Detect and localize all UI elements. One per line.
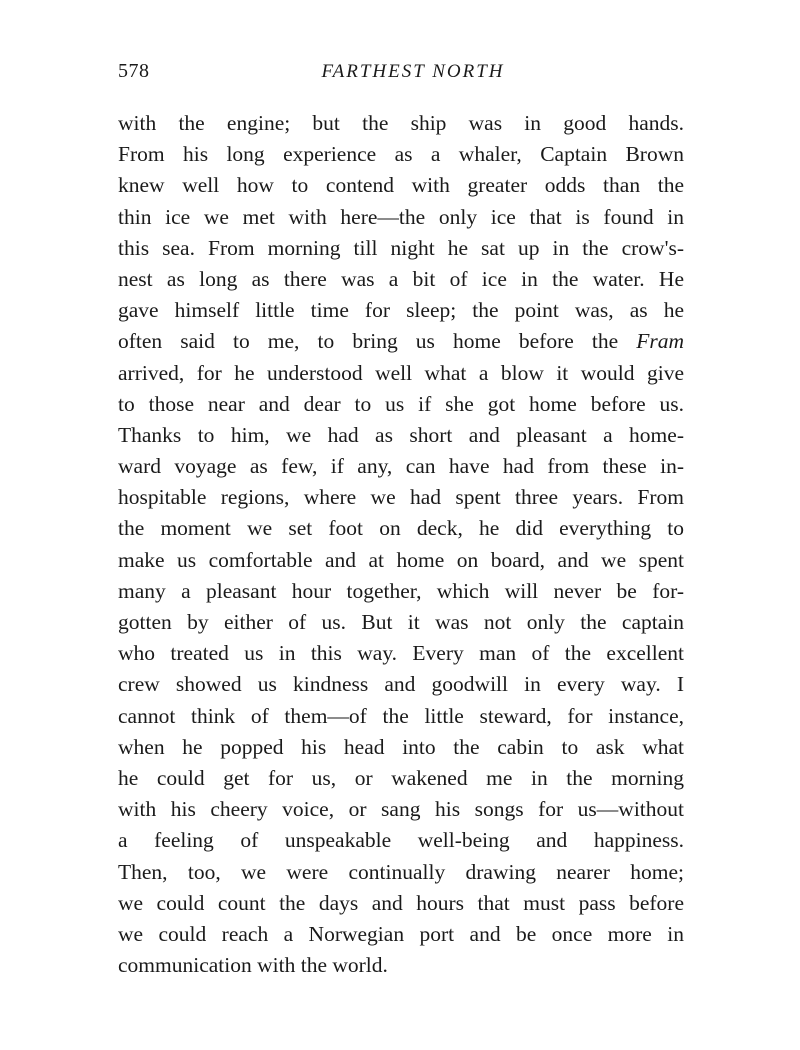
text-line: Then, too, we were continually drawing nearer home; (118, 859, 684, 884)
text-line: knew well how to contend with greater odds than the (118, 173, 684, 198)
text-line: with the engine; but the ship was in good hands. (118, 111, 684, 135)
text-line: arrived, for he understood well what a blow it would give (118, 360, 684, 385)
text-line: when he popped his head into the cabin to ask what (118, 734, 684, 759)
text-line: we could reach a Norwegian port and be once more in (118, 921, 684, 946)
body-text (118, 108, 684, 981)
text-line: we could count the days and hours that must pass before (118, 890, 684, 915)
text-line: with his cheery voice, or sang his songs for us—without (118, 797, 684, 822)
text-line: the moment we set foot on deck, he did everything to (118, 516, 684, 541)
text-line: ward voyage as few, if any, can have had from these in- (118, 454, 684, 479)
text-line: who treated us in this way. Every man of the excellent (118, 641, 684, 666)
text-line: make us comfortable and at home on board, and we spent (118, 547, 684, 572)
text-line-segment: often said to me, to bring us home before the (118, 329, 619, 354)
text-line (118, 326, 684, 357)
text-line: From his long experience as a whaler, Captain Brown (118, 142, 684, 167)
text-line: hospitable regions, where we had spent three years. From (118, 485, 684, 510)
text-line: many a pleasant hour together, which will never be for- (118, 578, 684, 603)
text-line: gotten by either of us. But it was not only the captain (118, 610, 684, 634)
page-header (118, 60, 678, 90)
text-line: he could get for us, or wakened me in the morning (118, 765, 684, 790)
text-line: gave himself little time for sleep; the point was, as he (118, 298, 684, 323)
text-line: thin ice we met with here—the only ice that is found in (118, 204, 684, 229)
text-line: nest as long as there was a bit of ice in the water. He (118, 266, 684, 291)
ship-name: Fram (636, 329, 684, 354)
running-title: FARTHEST NORTH (321, 61, 505, 82)
text-line: cannot think of them—of the little steward, for instance, (118, 703, 684, 728)
text-line: to those near and dear to us if she got home before us. (118, 391, 684, 416)
text-line: Thanks to him, we had as short and pleasant a home- (118, 422, 684, 447)
text-line: a feeling of unspeakable well-being and happiness. (118, 828, 684, 853)
text-line: this sea. From morning till night he sat up in the crow's- (118, 235, 684, 260)
text-line: communication with the world. (118, 953, 388, 978)
text-line: crew showed us kindness and goodwill in every way. I (118, 672, 684, 697)
page-number: 578 (118, 60, 150, 82)
